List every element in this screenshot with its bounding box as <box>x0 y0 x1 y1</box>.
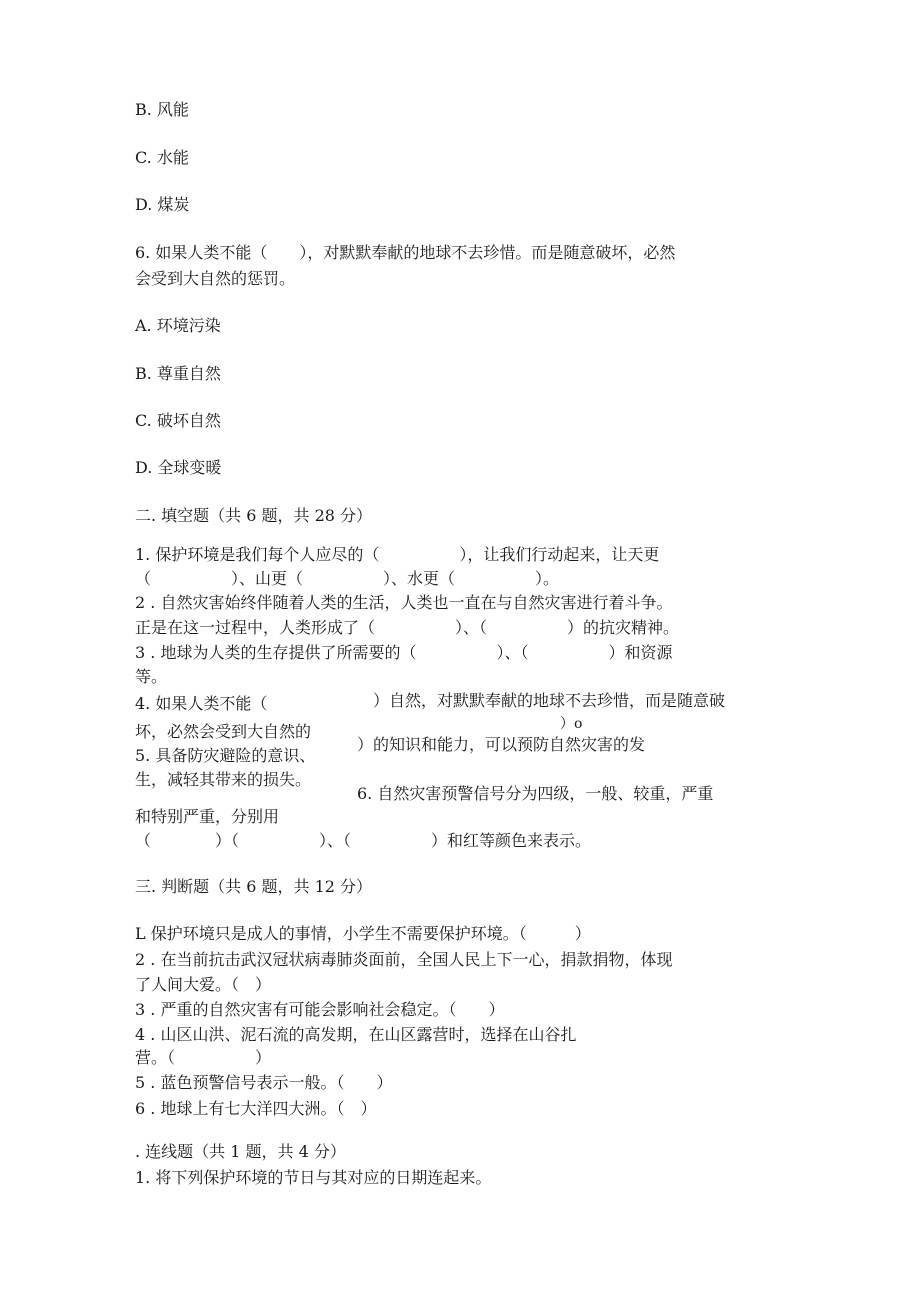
option-c: C. 水能 <box>135 148 189 167</box>
judge-q5: 5 . 蓝色预警信号表示一般。（ ） <box>135 1073 393 1092</box>
section-heading-matching: . 连线题（共 1 题，共 4 分） <box>135 1142 346 1161</box>
option-b: B. 尊重自然 <box>135 364 221 383</box>
judge-q4-line-1: 4 . 山区山洪、泥石流的高发期，在山区露营时，选择在山谷扎 <box>135 1025 577 1044</box>
judge-q2-line-2: 了人间大爱。（ ） <box>135 975 272 994</box>
fill-q3-line-2: 等。 <box>135 667 168 686</box>
fill-q6-line-2: 和特别严重，分别用 <box>135 807 280 826</box>
question-6-line-2: 会受到大自然的惩罚。 <box>135 269 296 288</box>
judge-q2-line-1: 2 . 在当前抗击武汉冠状病毒肺炎面前，全国人民上下一心，捐款捐物，体现 <box>135 950 673 969</box>
matching-q1: 1. 将下列保护环境的节日与其对应的日期连起来。 <box>135 1168 492 1187</box>
fill-q2-line-2: 正是在这一过程中，人类形成了（ ）、（ ）的抗灾精神。 <box>135 618 680 637</box>
fill-q6-line-3: （ ）（ ）、（ ）和红等颜色来表示。 <box>135 831 592 850</box>
fill-q2-line-1: 2 . 自然灾害始终伴随着人类的生活，人类也一直在与自然灾害进行着斗争。 <box>135 593 673 612</box>
fill-q1-line-1: 1. 保护环境是我们每个人应尽的（ ），让我们行动起来，让天更 <box>135 545 660 564</box>
question-6-line-1: 6. 如果人类不能（ ），对默默奉献的地球不去珍惜。而是随意破坏，必然 <box>135 243 676 262</box>
fill-q4-line-1a: 4. 如果人类不能（ <box>135 694 268 713</box>
fill-q5-line-1b: ）的知识和能力，可以预防自然灾害的发 <box>357 735 646 754</box>
fill-q1-line-2: （ ）、山更（ ）、水更（ ）。 <box>135 569 560 588</box>
judge-q4-line-2: 营。（ ） <box>135 1048 272 1067</box>
judge-q3: 3 . 严重的自然灾害有可能会影响社会稳定。（ ） <box>135 1000 505 1019</box>
fill-q6-line-1: 6. 自然灾害预警信号分为四级，一般、较重，严重 <box>357 784 714 803</box>
option-a: A. 环境污染 <box>135 316 221 335</box>
fill-q5-line-2: 生，减轻其带来的损失。 <box>135 770 312 789</box>
section-heading-fill-blank: 二. 填空题（共 6 题，共 28 分） <box>135 506 373 525</box>
fill-q4-line-2: 坏，必然会受到大自然的 <box>135 722 312 741</box>
option-d: D. 全球变暖 <box>135 458 222 477</box>
option-c: C. 破坏自然 <box>135 411 221 430</box>
fill-q3-line-1: 3 . 地球为人类的生存提供了所需要的（ ）、（ ）和资源 <box>135 643 673 662</box>
fill-q4-end: ）o <box>560 716 583 732</box>
option-b: B. 风能 <box>135 100 189 119</box>
judge-q6: 6 . 地球上有七大洋四大洲。（ ） <box>135 1099 377 1118</box>
section-heading-true-false: 三. 判断题（共 6 题，共 12 分） <box>135 877 373 896</box>
option-d: D. 煤炭 <box>135 195 190 214</box>
fill-q5-line-1a: 5. 具备防灾避险的意识、 <box>135 746 316 765</box>
judge-q1: L 保护环境只是成人的事情，小学生不需要保护环境。（ ） <box>135 924 591 943</box>
fill-q4-line-1b: ）自然，对默默奉献的地球不去珍惜，而是随意破 <box>373 691 726 710</box>
